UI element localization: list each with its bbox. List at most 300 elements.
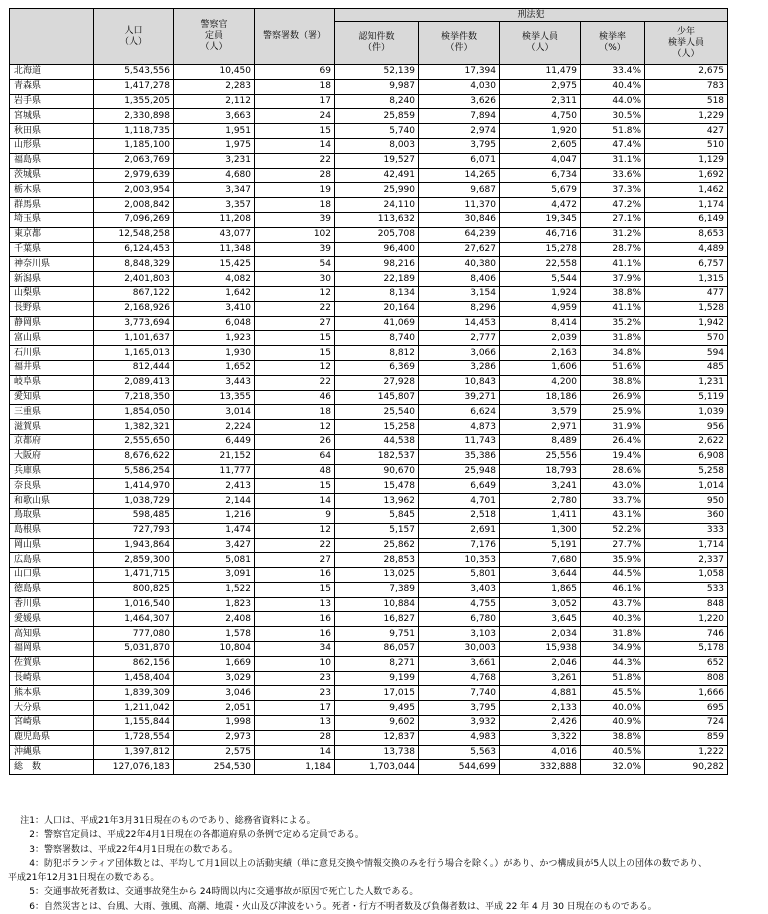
cell-clearance-rate: 33.7% <box>581 494 645 509</box>
footnote-text: 人口は、平成21年3月31日現在のものであり、総務省資料による。 <box>44 816 316 826</box>
cell-police-stations: 26 <box>255 434 335 449</box>
table-row <box>10 671 728 686</box>
table-row <box>10 360 728 375</box>
cell-population: 1,414,970 <box>94 479 174 494</box>
cell-juvenile-arrested: 1,222 <box>645 745 728 760</box>
cell-police-officers: 2,144 <box>174 494 255 509</box>
cell-juvenile-arrested: 848 <box>645 597 728 612</box>
table-row <box>10 286 728 301</box>
cell-juvenile-arrested: 2,675 <box>645 65 728 80</box>
cell-population: 1,839,309 <box>94 686 174 701</box>
cell-arrested-persons: 5,544 <box>500 272 581 287</box>
cell-cleared-cases: 8,406 <box>419 272 500 287</box>
cell-clearance-rate: 28.7% <box>581 242 645 257</box>
cell-police-officers: 11,208 <box>174 212 255 227</box>
cell-population: 862,156 <box>94 656 174 671</box>
cell-juvenile-arrested: 4,489 <box>645 242 728 257</box>
cell-arrested-persons: 2,971 <box>500 420 581 435</box>
prefecture-name: 山形県 <box>10 138 94 153</box>
cell-population: 812,444 <box>94 360 174 375</box>
cell-police-stations: 10 <box>255 656 335 671</box>
cell-arrested-persons: 2,426 <box>500 716 581 731</box>
cell-recognized: 8,740 <box>335 331 419 346</box>
cell-juvenile-arrested: 518 <box>645 94 728 109</box>
table-row <box>10 538 728 553</box>
header-police-officers <box>174 9 255 65</box>
header-clearance-rate <box>581 22 645 65</box>
cell-clearance-rate: 35.2% <box>581 316 645 331</box>
table-row <box>10 65 728 80</box>
prefecture-name: 奈良県 <box>10 479 94 494</box>
cell-population: 127,076,183 <box>94 760 174 775</box>
cell-police-stations: 16 <box>255 612 335 627</box>
table-row <box>10 627 728 642</box>
cell-juvenile-arrested: 533 <box>645 582 728 597</box>
cell-recognized: 7,389 <box>335 582 419 597</box>
cell-population: 1,038,729 <box>94 494 174 509</box>
cell-clearance-rate: 51.8% <box>581 671 645 686</box>
footnote-number: 注1： <box>20 816 44 826</box>
cell-recognized: 113,632 <box>335 212 419 227</box>
prefecture-name: 千葉県 <box>10 242 94 257</box>
table-row <box>10 227 728 242</box>
cell-cleared-cases: 4,701 <box>419 494 500 509</box>
prefecture-name: 福岡県 <box>10 642 94 657</box>
cell-police-officers: 2,224 <box>174 420 255 435</box>
prefecture-name: 沖縄県 <box>10 745 94 760</box>
prefecture-name: 滋賀県 <box>10 420 94 435</box>
footnote-number: 6： <box>29 901 44 912</box>
table-row <box>10 701 728 716</box>
cell-clearance-rate: 31.8% <box>581 331 645 346</box>
cell-recognized: 25,859 <box>335 109 419 124</box>
header-label-line: 検挙件数 <box>440 32 477 42</box>
cell-police-officers: 1,923 <box>174 331 255 346</box>
cell-population: 1,728,554 <box>94 730 174 745</box>
table-row <box>10 479 728 494</box>
cell-recognized: 12,837 <box>335 730 419 745</box>
prefecture-name: 香川県 <box>10 597 94 612</box>
cell-arrested-persons: 2,163 <box>500 346 581 361</box>
cell-recognized: 22,189 <box>335 272 419 287</box>
table-row <box>10 316 728 331</box>
cell-police-officers: 6,048 <box>174 316 255 331</box>
cell-cleared-cases: 2,691 <box>419 523 500 538</box>
cell-recognized: 86,057 <box>335 642 419 657</box>
cell-arrested-persons: 25,556 <box>500 449 581 464</box>
cell-clearance-rate: 38.8% <box>581 286 645 301</box>
cell-police-officers: 1,975 <box>174 138 255 153</box>
cell-recognized: 205,708 <box>335 227 419 242</box>
cell-juvenile-arrested: 6,908 <box>645 449 728 464</box>
cell-population: 12,548,258 <box>94 227 174 242</box>
cell-police-officers: 2,973 <box>174 730 255 745</box>
cell-recognized: 52,139 <box>335 65 419 80</box>
cell-police-stations: 22 <box>255 301 335 316</box>
cell-recognized: 98,216 <box>335 257 419 272</box>
cell-cleared-cases: 30,846 <box>419 212 500 227</box>
cell-recognized: 5,157 <box>335 523 419 538</box>
header-label-line: （人） <box>200 42 228 52</box>
cell-arrested-persons: 4,200 <box>500 375 581 390</box>
cell-arrested-persons: 2,039 <box>500 331 581 346</box>
cell-recognized: 42,491 <box>335 168 419 183</box>
cell-recognized: 27,928 <box>335 375 419 390</box>
cell-recognized: 9,602 <box>335 716 419 731</box>
cell-arrested-persons: 19,345 <box>500 212 581 227</box>
cell-clearance-rate: 31.8% <box>581 627 645 642</box>
cell-juvenile-arrested: 90,282 <box>645 760 728 775</box>
cell-clearance-rate: 40.5% <box>581 745 645 760</box>
table-row <box>10 198 728 213</box>
cell-police-officers: 11,348 <box>174 242 255 257</box>
cell-police-stations: 28 <box>255 730 335 745</box>
cell-juvenile-arrested: 5,178 <box>645 642 728 657</box>
header-label-line: 警察署数（署） <box>262 31 326 41</box>
cell-clearance-rate: 33.4% <box>581 65 645 80</box>
cell-police-stations: 14 <box>255 494 335 509</box>
cell-cleared-cases: 9,687 <box>419 183 500 198</box>
cell-police-officers: 1,823 <box>174 597 255 612</box>
cell-clearance-rate: 34.8% <box>581 346 645 361</box>
cell-arrested-persons: 8,489 <box>500 434 581 449</box>
cell-population: 1,016,540 <box>94 597 174 612</box>
cell-recognized: 13,738 <box>335 745 419 760</box>
prefecture-name: 佐賀県 <box>10 656 94 671</box>
table-row <box>10 716 728 731</box>
cell-police-officers: 10,804 <box>174 642 255 657</box>
cell-arrested-persons: 4,881 <box>500 686 581 701</box>
cell-clearance-rate: 38.8% <box>581 730 645 745</box>
cell-clearance-rate: 43.1% <box>581 508 645 523</box>
cell-police-stations: 22 <box>255 153 335 168</box>
footnote-number: 5： <box>29 887 44 898</box>
cell-cleared-cases: 3,154 <box>419 286 500 301</box>
table-row <box>10 745 728 760</box>
cell-arrested-persons: 3,052 <box>500 597 581 612</box>
cell-recognized: 44,538 <box>335 434 419 449</box>
header-label-line: （件） <box>362 43 390 53</box>
footnote <box>8 885 763 899</box>
footnote-text: 警察官定員は、平成22年4月1日現在の各都道府県の条例で定める定員である。 <box>44 830 364 841</box>
cell-clearance-rate: 46.1% <box>581 582 645 597</box>
cell-population: 2,555,650 <box>94 434 174 449</box>
cell-population: 727,793 <box>94 523 174 538</box>
table-row <box>10 656 728 671</box>
table-row <box>10 331 728 346</box>
footnote-text: 自然災害とは、台風、大雨、強風、高潮、地震・火山及び津波をいう。死者・行方不明者数及び負傷者数は、平成 22 年 4 月 30 日現在のものである。 <box>44 901 657 912</box>
cell-cleared-cases: 11,743 <box>419 434 500 449</box>
cell-clearance-rate: 26.9% <box>581 390 645 405</box>
cell-recognized: 8,003 <box>335 138 419 153</box>
cell-clearance-rate: 40.3% <box>581 612 645 627</box>
table-row <box>10 642 728 657</box>
cell-arrested-persons: 46,716 <box>500 227 581 242</box>
cell-population: 1,458,404 <box>94 671 174 686</box>
cell-police-stations: 13 <box>255 597 335 612</box>
prefecture-name: 島根県 <box>10 523 94 538</box>
cell-recognized: 17,015 <box>335 686 419 701</box>
cell-police-stations: 17 <box>255 701 335 716</box>
cell-police-stations: 39 <box>255 212 335 227</box>
cell-arrested-persons: 5,191 <box>500 538 581 553</box>
cell-recognized: 96,400 <box>335 242 419 257</box>
cell-police-officers: 1,216 <box>174 508 255 523</box>
header-label-line: （%） <box>599 43 626 53</box>
cell-juvenile-arrested: 1,462 <box>645 183 728 198</box>
cell-recognized: 13,025 <box>335 568 419 583</box>
cell-police-stations: 17 <box>255 94 335 109</box>
cell-cleared-cases: 3,795 <box>419 138 500 153</box>
cell-recognized: 90,670 <box>335 464 419 479</box>
cell-cleared-cases: 39,271 <box>419 390 500 405</box>
cell-arrested-persons: 2,780 <box>500 494 581 509</box>
footnote-continuation: 平成21年12月31日現在の数である。 <box>8 873 160 884</box>
cell-cleared-cases: 7,176 <box>419 538 500 553</box>
header-label-line: 定員 <box>204 31 223 41</box>
cell-police-stations: 19 <box>255 183 335 198</box>
cell-clearance-rate: 47.4% <box>581 138 645 153</box>
cell-police-stations: 30 <box>255 272 335 287</box>
cell-arrested-persons: 15,278 <box>500 242 581 257</box>
cell-arrested-persons: 22,558 <box>500 257 581 272</box>
cell-arrested-persons: 4,472 <box>500 198 581 213</box>
cell-population: 1,165,013 <box>94 346 174 361</box>
cell-population: 2,168,926 <box>94 301 174 316</box>
cell-recognized: 182,537 <box>335 449 419 464</box>
table-row <box>10 612 728 627</box>
cell-juvenile-arrested: 1,692 <box>645 168 728 183</box>
cell-cleared-cases: 3,795 <box>419 701 500 716</box>
cell-juvenile-arrested: 724 <box>645 716 728 731</box>
cell-police-stations: 15 <box>255 479 335 494</box>
cell-clearance-rate: 37.9% <box>581 272 645 287</box>
table-row <box>10 272 728 287</box>
table-row <box>10 464 728 479</box>
cell-juvenile-arrested: 808 <box>645 671 728 686</box>
cell-juvenile-arrested: 1,714 <box>645 538 728 553</box>
cell-juvenile-arrested: 333 <box>645 523 728 538</box>
cell-juvenile-arrested: 1,528 <box>645 301 728 316</box>
footnote <box>8 857 763 871</box>
cell-population: 800,825 <box>94 582 174 597</box>
prefecture-name: 山口県 <box>10 568 94 583</box>
prefecture-name: 熊本県 <box>10 686 94 701</box>
prefecture-name: 長崎県 <box>10 671 94 686</box>
table-row <box>10 494 728 509</box>
cell-juvenile-arrested: 427 <box>645 124 728 139</box>
cell-juvenile-arrested: 8,653 <box>645 227 728 242</box>
header-label-line: 検挙率 <box>598 32 626 42</box>
prefecture-name: 長野県 <box>10 301 94 316</box>
cell-juvenile-arrested: 570 <box>645 331 728 346</box>
cell-cleared-cases: 3,103 <box>419 627 500 642</box>
cell-police-officers: 254,530 <box>174 760 255 775</box>
cell-police-officers: 2,575 <box>174 745 255 760</box>
cell-clearance-rate: 38.8% <box>581 375 645 390</box>
table-row <box>10 568 728 583</box>
cell-population: 1,155,844 <box>94 716 174 731</box>
cell-police-officers: 3,046 <box>174 686 255 701</box>
cell-juvenile-arrested: 6,757 <box>645 257 728 272</box>
cell-police-stations: 23 <box>255 686 335 701</box>
cell-clearance-rate: 33.6% <box>581 168 645 183</box>
footnote-number: 4： <box>29 858 44 869</box>
table-row <box>10 346 728 361</box>
prefecture-name: 神奈川県 <box>10 257 94 272</box>
cell-arrested-persons: 3,322 <box>500 730 581 745</box>
cell-cleared-cases: 4,030 <box>419 79 500 94</box>
cell-recognized: 25,862 <box>335 538 419 553</box>
cell-cleared-cases: 35,386 <box>419 449 500 464</box>
cell-population: 3,773,694 <box>94 316 174 331</box>
header-juvenile-arrested <box>645 22 728 65</box>
cell-police-stations: 24 <box>255 109 335 124</box>
cell-cleared-cases: 11,370 <box>419 198 500 213</box>
cell-arrested-persons: 3,645 <box>500 612 581 627</box>
cell-cleared-cases: 4,755 <box>419 597 500 612</box>
footnote-number: 2： <box>29 830 44 841</box>
cell-cleared-cases: 6,071 <box>419 153 500 168</box>
cell-juvenile-arrested: 477 <box>645 286 728 301</box>
prefecture-name: 富山県 <box>10 331 94 346</box>
cell-juvenile-arrested: 1,039 <box>645 405 728 420</box>
cell-population: 1,464,307 <box>94 612 174 627</box>
cell-police-officers: 3,427 <box>174 538 255 553</box>
cell-recognized: 9,987 <box>335 79 419 94</box>
prefecture-name: 京都府 <box>10 434 94 449</box>
prefecture-name: 静岡県 <box>10 316 94 331</box>
cell-arrested-persons: 5,679 <box>500 183 581 198</box>
cell-cleared-cases: 544,699 <box>419 760 500 775</box>
cell-police-stations: 69 <box>255 65 335 80</box>
cell-cleared-cases: 64,239 <box>419 227 500 242</box>
header-label-line: （人） <box>119 36 147 47</box>
cell-juvenile-arrested: 746 <box>645 627 728 642</box>
cell-police-stations: 15 <box>255 582 335 597</box>
header-label-line: 検挙人員 <box>521 32 558 42</box>
cell-population: 2,859,300 <box>94 553 174 568</box>
cell-population: 5,543,556 <box>94 65 174 80</box>
prefecture-name: 愛知県 <box>10 390 94 405</box>
footnote <box>8 843 763 857</box>
prefecture-name: 群馬県 <box>10 198 94 213</box>
cell-juvenile-arrested: 652 <box>645 656 728 671</box>
header-arrested-persons <box>500 22 581 65</box>
prefecture-name: 宮崎県 <box>10 716 94 731</box>
cell-cleared-cases: 3,932 <box>419 716 500 731</box>
cell-juvenile-arrested: 2,337 <box>645 553 728 568</box>
cell-recognized: 24,110 <box>335 198 419 213</box>
cell-clearance-rate: 44.5% <box>581 568 645 583</box>
cell-cleared-cases: 40,380 <box>419 257 500 272</box>
cell-police-officers: 3,231 <box>174 153 255 168</box>
cell-arrested-persons: 7,680 <box>500 553 581 568</box>
cell-recognized: 25,990 <box>335 183 419 198</box>
prefecture-name: 北海道 <box>10 65 94 80</box>
table-row <box>10 242 728 257</box>
cell-arrested-persons: 1,606 <box>500 360 581 375</box>
cell-police-officers: 4,680 <box>174 168 255 183</box>
cell-clearance-rate: 27.1% <box>581 212 645 227</box>
cell-arrested-persons: 1,865 <box>500 582 581 597</box>
cell-clearance-rate: 40.9% <box>581 716 645 731</box>
cell-police-stations: 12 <box>255 420 335 435</box>
cell-police-stations: 12 <box>255 286 335 301</box>
cell-police-officers: 1,522 <box>174 582 255 597</box>
cell-clearance-rate: 30.5% <box>581 109 645 124</box>
cell-arrested-persons: 4,047 <box>500 153 581 168</box>
prefecture-name: 兵庫県 <box>10 464 94 479</box>
cell-population: 1,943,864 <box>94 538 174 553</box>
cell-arrested-persons: 2,605 <box>500 138 581 153</box>
table-row <box>10 434 728 449</box>
cell-clearance-rate: 31.2% <box>581 227 645 242</box>
prefecture-name: 東京都 <box>10 227 94 242</box>
table-row <box>10 124 728 139</box>
cell-population: 7,218,350 <box>94 390 174 405</box>
prefecture-name: 青森県 <box>10 79 94 94</box>
cell-cleared-cases: 8,296 <box>419 301 500 316</box>
cell-recognized: 5,845 <box>335 508 419 523</box>
cell-cleared-cases: 3,661 <box>419 656 500 671</box>
cell-clearance-rate: 31.9% <box>581 420 645 435</box>
cell-police-officers: 11,777 <box>174 464 255 479</box>
cell-police-officers: 43,077 <box>174 227 255 242</box>
cell-juvenile-arrested: 594 <box>645 346 728 361</box>
cell-cleared-cases: 7,894 <box>419 109 500 124</box>
table-row <box>10 138 728 153</box>
table-row <box>10 508 728 523</box>
prefecture-name: 大分県 <box>10 701 94 716</box>
cell-juvenile-arrested: 1,229 <box>645 109 728 124</box>
cell-recognized: 16,827 <box>335 612 419 627</box>
cell-cleared-cases: 3,403 <box>419 582 500 597</box>
header-label-line: 警察官 <box>200 20 228 30</box>
table-row <box>10 686 728 701</box>
cell-recognized: 41,069 <box>335 316 419 331</box>
cell-arrested-persons: 6,734 <box>500 168 581 183</box>
cell-clearance-rate: 44.0% <box>581 94 645 109</box>
cell-recognized: 8,812 <box>335 346 419 361</box>
prefecture-name: 岩手県 <box>10 94 94 109</box>
cell-arrested-persons: 3,579 <box>500 405 581 420</box>
cell-juvenile-arrested: 6,149 <box>645 212 728 227</box>
cell-police-officers: 2,413 <box>174 479 255 494</box>
cell-cleared-cases: 3,626 <box>419 94 500 109</box>
cell-recognized: 1,703,044 <box>335 760 419 775</box>
cell-police-stations: 27 <box>255 553 335 568</box>
prefecture-statistics-table <box>9 8 728 775</box>
cell-recognized: 9,751 <box>335 627 419 642</box>
header-label-line: （人） <box>526 43 554 53</box>
cell-clearance-rate: 28.6% <box>581 464 645 479</box>
cell-population: 5,586,254 <box>94 464 174 479</box>
cell-clearance-rate: 40.0% <box>581 701 645 716</box>
prefecture-name: 三重県 <box>10 405 94 420</box>
cell-juvenile-arrested: 2,622 <box>645 434 728 449</box>
cell-police-stations: 48 <box>255 464 335 479</box>
header-label-line: （件） <box>445 43 473 53</box>
cell-juvenile-arrested: 1,942 <box>645 316 728 331</box>
cell-police-stations: 15 <box>255 346 335 361</box>
cell-police-officers: 1,474 <box>174 523 255 538</box>
cell-clearance-rate: 32.0% <box>581 760 645 775</box>
cell-police-officers: 1,930 <box>174 346 255 361</box>
cell-police-officers: 1,642 <box>174 286 255 301</box>
cell-cleared-cases: 14,453 <box>419 316 500 331</box>
cell-police-stations: 15 <box>255 331 335 346</box>
